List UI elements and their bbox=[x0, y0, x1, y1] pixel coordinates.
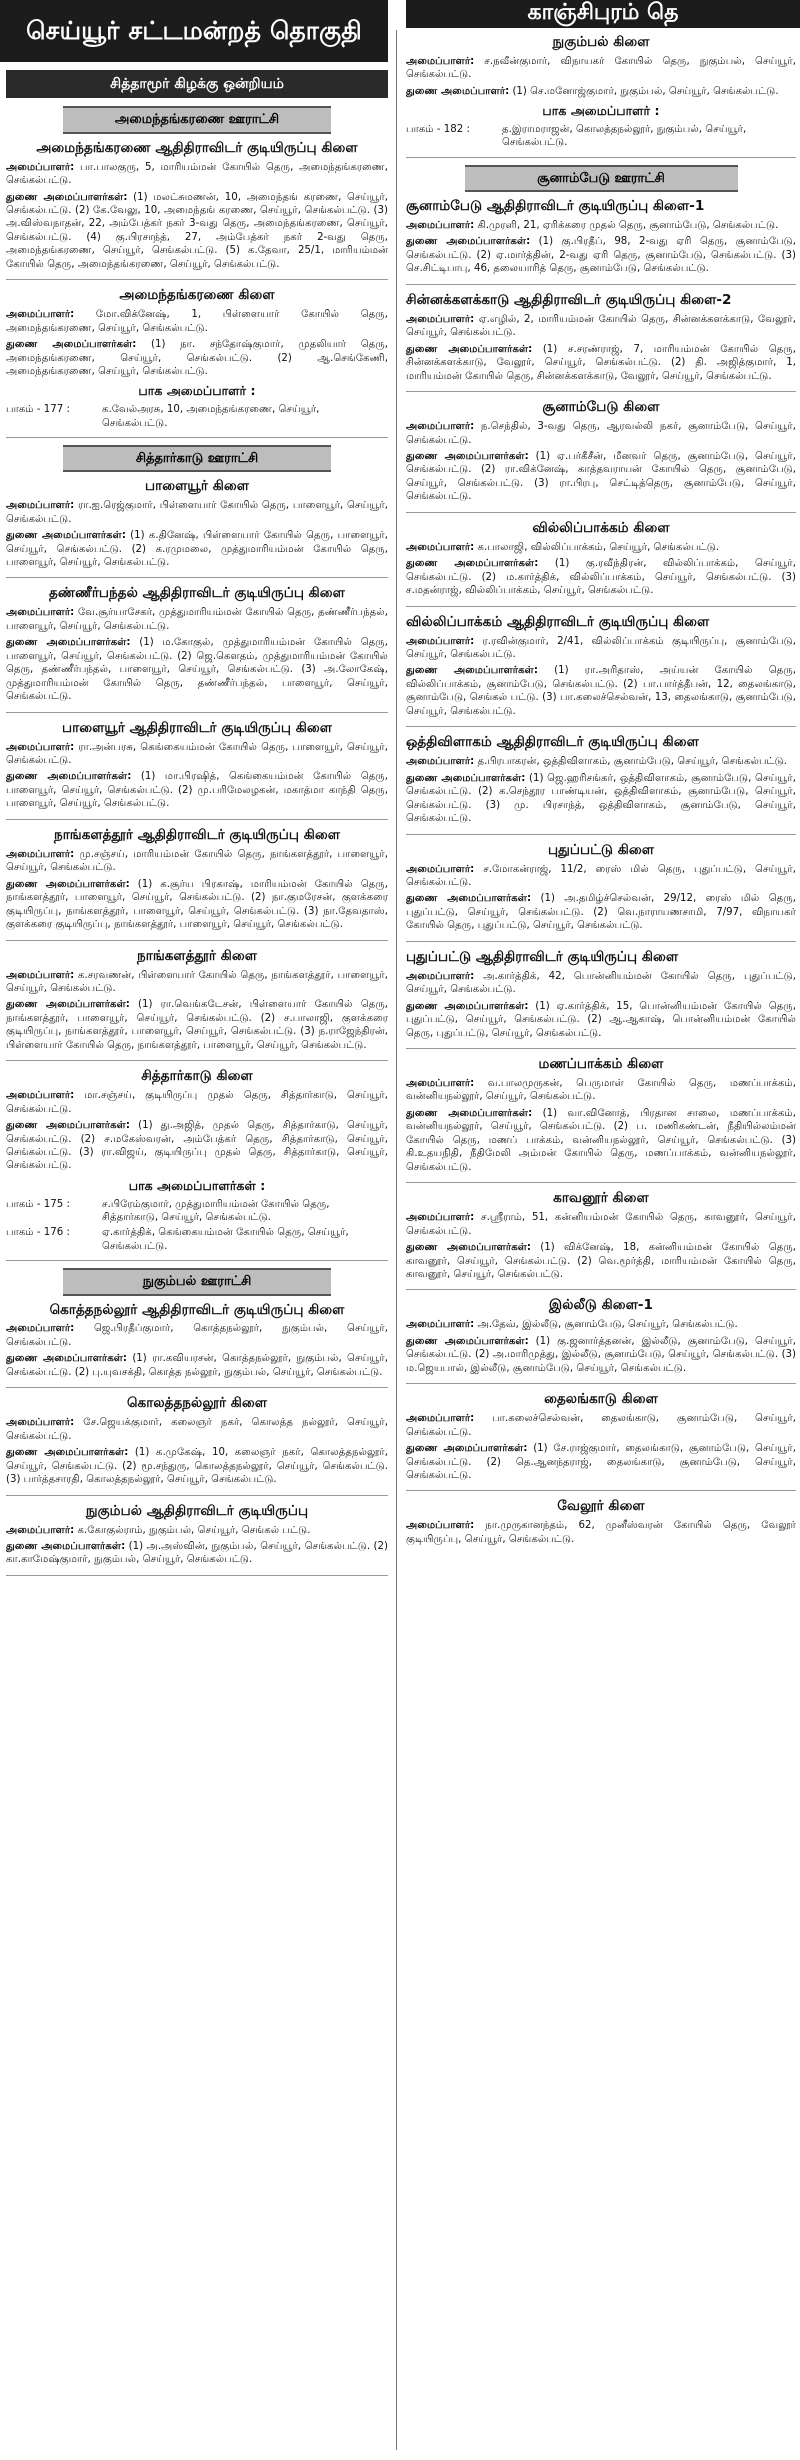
deputy-entry bbox=[406, 1000, 796, 1040]
branch-title: காவனூர் கிளை bbox=[553, 1190, 649, 1207]
organizer-entry bbox=[6, 161, 388, 188]
organizer-entry bbox=[406, 55, 796, 82]
branch-title: சின்னக்களக்காடு ஆதிதிராவிடர் குடியிருப்பு கிளை-2 bbox=[406, 291, 732, 308]
branch-title: கொலத்தநல்லூர் கிளை bbox=[126, 1395, 268, 1412]
organizer-label: அமைப்பாளர்: bbox=[406, 421, 475, 433]
organizer-entry bbox=[406, 420, 796, 447]
deputy-entry bbox=[406, 557, 796, 597]
deputy-entry bbox=[6, 338, 388, 378]
organizer-text: ந.செந்தில், 3-வது தெரு, ஆரவல்லி நகர், சூனாம்பேடு, செய்யூர், செங்கல்பட்டு. bbox=[406, 421, 796, 446]
branch-section bbox=[406, 520, 796, 607]
branch-title: சூனாம்பேடு ஆதிதிராவிடர் குடியிருப்பு கிளை-1 bbox=[406, 198, 705, 215]
organizer-text: த.பிரபாகரன், ஒத்திவிளாகம், சூனாம்பேடு, செய்யூர், செங்கல்பட்டு. bbox=[474, 756, 787, 768]
organizer-entry bbox=[6, 969, 388, 996]
organizer-text: ஏ.எழில், 2, மாரியம்மன் கோயில் தெரு, சின்னக்களக்காடு, வேலூர், செய்யூர், செங்கல்பட்டு. bbox=[406, 313, 796, 339]
organizer-entry bbox=[6, 1089, 388, 1116]
organizer-text: கி.முரளி, 21, ஏரிக்கரை முதல் தெரு, சூனாம்பேடு, செங்கல்பட்டு. bbox=[474, 220, 779, 231]
part-organizer: த.இராமராஜன், கொலத்தநல்லூர், நுகும்பல், செய்யூர், செங்கல்பட்டு. bbox=[502, 123, 747, 149]
organizer-text: அ.கார்த்திக், 42, பொன்னியம்மன் கோயில் தெரு, புதுப்பட்டு, செய்யூர், செங்கல்பட்டு. bbox=[406, 970, 796, 996]
organizer-entry bbox=[6, 1322, 388, 1349]
deputy-label: துணை அமைப்பாளர்கள்: bbox=[6, 1120, 130, 1132]
deputy-entry bbox=[406, 1335, 796, 1375]
deputy-text: (1) ஏ.கார்த்திக், 15, பொன்னியம்மன் கோயில் தெரு, புதுப்பட்டு, செய்யூர், செங்கல்பட்டு. (2) ஆ.ஆகாஷ், பொன்னியம்மன் கோயில் தெரு, புதுப்பட்டு, செய்யூர், செங்கல்பட்டு. bbox=[406, 1000, 796, 1039]
branch-title: ஒத்திவிளாகம் ஆதிதிராவிடர் குடியிருப்பு கிளை bbox=[406, 734, 699, 751]
deputy-text: (1) கு.ஜனார்த்தனன், இல்லீடு, சூனாம்பேடு, செய்யூர், செங்கல்பட்டு. (2) அ.மாரிமுத்து, இல்லீடு, சூனாம்பேடு, செய்யூர், செங்கல்பட்டு. (3) ம.ஜெயபால், இல்லீடு, சூனாம்பேடு, செய்யூர், செங்கல்பட்டு. bbox=[406, 1335, 796, 1374]
organizer-label: அமைப்பாளர்: bbox=[406, 863, 475, 875]
deputy-entry bbox=[6, 878, 388, 932]
deputy-text: (1) கு.பிரதீப், 98, 2-வது ஏரி தெரு, சூனாம்பேடு, செங்கல்பட்டு. (2) ஏ.மார்த்தின், 2-வது ஏரி தெரு, சூனாம்பேடு, செங்கல்பட்டு. (3) செ.சிட்டிபாபு, 46, தலையாரித் தெரு, சூனாம்பேடு, செங்கல்பட்டு. bbox=[406, 236, 796, 275]
organizer-text: சே.ஜெயக்குமார், கலைஞர் நகர், கொலத்த நல்லூர், செய்யூர், செங்கல்பட்டு. bbox=[6, 1417, 388, 1442]
branch-section bbox=[406, 1056, 796, 1183]
branch-title: தைலங்காடு கிளை bbox=[544, 1391, 658, 1408]
deputy-text: (1) க.முகேஷ், 10, கலைஞர் நகர், கொலத்தநல்லூர், செய்யூர், செங்கல்பட்டு. (2) மூ.சந்துரு, கொலத்தநல்லூர், செய்யூர், செங்கல்பட்டு. (3) பார்த்தசாரதி, கொலத்தநல்லூர், செய்யூர், செங்கல்பட்டு. bbox=[6, 1447, 388, 1486]
deputy-label: துணை அமைப்பாளர்கள்: bbox=[6, 1447, 129, 1459]
organizer-label: அமைப்பாளர்: bbox=[6, 1417, 75, 1429]
deputy-text: (1) து.அஜித், முதல் தெரு, சித்தார்காடு, செய்யூர், செங்கல்பட்டு. (2) ச.மகேஸ்வரன், அம்பேத்கர் தெரு, சித்தார்காடு, செய்யூர், செங்கல்பட்டு. (3) ரா.விஜய், குடியிருப்பு முதல் தெரு, சித்தார்காடு, செய்யூர், செங்கல்பட்டு. bbox=[6, 1120, 388, 1172]
organizer-label: அமைப்பாளர்: bbox=[6, 1090, 75, 1102]
organizer-text: ச.ஸ்ரீராம், 51, கன்னியம்மன் கோயில் தெரு, காவனூர், செய்யூர், செங்கல்பட்டு. bbox=[406, 1212, 796, 1237]
organizer-label: அமைப்பாளர்: bbox=[406, 313, 475, 325]
organizer-label: அமைப்பாளர்: bbox=[6, 309, 75, 321]
part-number: பாகம் - 182 : bbox=[406, 123, 470, 135]
right-column bbox=[406, 32, 796, 2456]
deputy-label: துணை அமைப்பாளர்கள்: bbox=[406, 558, 539, 570]
deputy-entry bbox=[406, 1241, 796, 1281]
organizer-label: அமைப்பாளர்: bbox=[406, 970, 475, 982]
organizer-label: அமைப்பாளர்: bbox=[406, 1078, 475, 1089]
organizer-entry bbox=[406, 635, 796, 662]
branch-section bbox=[6, 1068, 388, 1261]
organizer-text: ர.ரவின்குமார், 2/41, வில்லிப்பாக்கம் குடியிருப்பு, சூனாம்பேடு, செய்யூர், செங்கல்பட்டு. bbox=[406, 635, 796, 660]
deputy-label: துணை அமைப்பாளர்கள்: bbox=[406, 1335, 529, 1347]
deputy-text: (1) ரா.வெங்கடேசன், பிள்ளையார் கோயில் தெரு, நாங்களத்தூர், பாளையூர், செய்யூர், செங்கல்பட்டு. (2) ச.பாலாஜி, குளக்கரை குடியிருப்பு, நாங்களத்தூர், பாளையூர், செய்யூர், செங்கல்பட்டு. (3) ந.ராஜேந்திரன், பிள்ளையார் கோயில் தெரு, நாங்களத்தூர், பாளையூர், செய்யூர், செங்கல்பட்டு. bbox=[6, 999, 388, 1051]
left-column bbox=[6, 68, 388, 2456]
branch-title: நாங்களத்தூர் கிளை bbox=[137, 947, 257, 964]
deputy-label: துணை அமைப்பாளர்: bbox=[406, 85, 510, 97]
deputy-text: (1) க.தினேஷ், பிள்ளையார் கோயில் தெரு, பாளையூர், செய்யூர், செங்கல்பட்டு. (2) க.ரமுமலை, முத்துமாரியம்மன் கோயில் தெரு, பாளையூர், செய்யூர், செங்கல்பட்டு. bbox=[6, 530, 388, 568]
deputy-text: (1) ஏ.பர்கீசீன், மீனவர் தெரு, சூனாம்பேடு, செய்யூர், செங்கல்பட்டு. (2) ரா.விக்னேஷ், காத்தவராயன் கோயில் தெரு, சூனாம்பேடு, செய்யூர், செங்கல்பட்டு. (3) ரா.பிரபு, செட்டித்தெரு, சூனாம்பேடு, செய்யூர், செங்கல்பட்டு. bbox=[406, 450, 796, 503]
branch-section bbox=[406, 614, 796, 728]
deputy-entry bbox=[406, 450, 796, 504]
organizer-entry bbox=[6, 741, 388, 768]
deputy-entry bbox=[406, 235, 796, 275]
branch-section bbox=[406, 399, 796, 513]
organizer-text: மா.சஞ்சய், குடியிருப்பு முதல் தெரு, சித்தார்காடு, செய்யூர், செங்கல்பட்டு. bbox=[6, 1090, 388, 1115]
organizer-entry bbox=[406, 863, 796, 890]
column-divider bbox=[396, 30, 397, 2450]
organizer-text: வ.பாலமுருகன், பெருமாள் கோயில் தெரு, மணப்பாக்கம், வன்னியநல்லூர், செய்யூர், செங்கல்பட்டு. bbox=[406, 1078, 796, 1103]
deputy-entry bbox=[406, 664, 796, 718]
deputy-entry bbox=[6, 1540, 388, 1567]
organizer-entry bbox=[406, 1318, 796, 1331]
deputy-text: (1) அ.தமிழ்ச்செல்வன், 29/12, ரைஸ் மில் தெரு, புதுப்பட்டு, செய்யூர், செங்கல்பட்டு. (2) வெ.நாராயணசாமி, 7/97, விநாயகர் கோயில் தெரு, புதுப்பட்டு, செய்யூர், செங்கல்பட்டு. bbox=[406, 893, 796, 932]
deputy-text: (1) வா.வினோத், பிரதான சாலை, மணப்பாக்கம், வன்னியநல்லூர், செய்யூர், செங்கல்பட்டு. (2) ப. மணிகண்டன், நீதியில்லம்மன் கோயில் தெரு, மணப் பாக்கம், வன்னியநல்லூர், செய்யூர், செங்கல்பட்டு. (3) கி.உதயநிதி, நீதிமேலி அம்மன் கோயில் தெரு, மணப்பாக்கம், வன்னியநல்லூர், செங்கல்பட்டு. bbox=[406, 1107, 796, 1173]
deputy-label: துணை அமைப்பாளர்கள்: bbox=[406, 665, 538, 677]
branch-section bbox=[406, 734, 796, 834]
branch-title: கொத்தநல்லூர் ஆதிதிராவிடர் குடியிருப்பு கிளை bbox=[49, 1301, 345, 1318]
branch-section bbox=[6, 287, 388, 438]
polling-part-heading: பாக அமைப்பாளர்கள் : bbox=[128, 1177, 266, 1193]
organizer-entry bbox=[406, 755, 796, 768]
branch-title: தண்ணீர்பந்தல் ஆதிதிராவிடர் குடியிருப்பு கிளை bbox=[49, 585, 345, 602]
organizer-label: அமைப்பாளர்: bbox=[406, 756, 475, 768]
deputy-text: (1) செ.மனோஜ்குமார், நுகும்பல், செய்யூர், செங்கல்பட்டு. bbox=[509, 85, 779, 97]
branch-section bbox=[406, 949, 796, 1049]
polling-part-row bbox=[406, 123, 796, 150]
branch-title: சித்தார்காடு கிளை bbox=[141, 1068, 253, 1085]
branch-section bbox=[6, 827, 388, 941]
deputy-label: துணை அமைப்பாளர்கள்: bbox=[6, 999, 130, 1011]
organizer-entry bbox=[406, 541, 796, 554]
branch-section bbox=[406, 1297, 796, 1384]
organizer-label: அமைப்பாளர்: bbox=[406, 1212, 475, 1224]
branch-section bbox=[406, 292, 796, 392]
organizer-label: அமைப்பாளர்: bbox=[406, 55, 475, 67]
branch-title: பாளையூர் ஆதிதிராவிடர் குடியிருப்பு கிளை bbox=[62, 719, 332, 736]
deputy-entry bbox=[6, 1352, 388, 1379]
part-organizer: ஏ.கார்த்திக், கெங்கையம்மன் கோயில் தெரு, செய்யூர், செங்கல்பட்டு. bbox=[102, 1227, 349, 1252]
branch-title: வேலூர் கிளை bbox=[557, 1498, 645, 1515]
branch-title: அமைந்தங்கரணை கிளை bbox=[119, 287, 275, 304]
branch-section bbox=[406, 1190, 796, 1290]
branch-title: மணப்பாக்கம் கிளை bbox=[538, 1056, 664, 1073]
deputy-text: (1) மா.பிரஷித், கெங்கையம்மன் கோயில் தெரு, பாளையூர், செய்யூர், செங்கல்பட்டு. (2) மு.பரிமேலழகன், மகாத்மா காந்தி தெரு, பாளையூர், செய்யூர், செங்கல்பட்டு. bbox=[6, 771, 388, 810]
branch-title: புதுப்பட்டு ஆதிதிராவிடர் குடியிருப்பு கிளை bbox=[406, 948, 679, 965]
deputy-text: (1) ச.சரண்ராஜ், 7, மாரியம்மன் கோயில் தெரு, சின்னக்களக்காடு, வேலூர், செய்யூர், செங்கல்பட்டு. (2) தி. அஜித்குமார், 1, மாரியம்மன் கோயில் தெரு, சின்னக்களக்காடு, வேலூர், செய்யூர், செங்கல்பட்டு. bbox=[406, 343, 796, 382]
organizer-text: மோ.விக்னேஷ், 1, பிள்ளையார் கோயில் தெரு, அமைந்தங்கரணை, செய்யூர், செங்கல்பட்டு. bbox=[6, 309, 388, 334]
deputy-text: (1) விக்னேஷ், 18, கன்னியம்மன் கோயில் தெரு, காவனூர், செய்யூர், செங்கல்பட்டு. (2) வெ.மூர்த்தி, மாரியம்மன் கோயில் தெரு, காவனூர், செய்யூர், செங்கல்பட்டு. bbox=[406, 1242, 796, 1280]
organizer-entry bbox=[406, 970, 796, 997]
branch-section bbox=[6, 1302, 388, 1389]
deputy-entry bbox=[406, 85, 796, 98]
organizer-label: அமைப்பாளர்: bbox=[6, 1323, 75, 1335]
deputy-entry bbox=[6, 529, 388, 569]
organizer-entry bbox=[406, 1519, 796, 1546]
deputy-label: துணை அமைப்பாளர்கள்: bbox=[6, 771, 132, 783]
branch-title: வில்லிப்பாக்கம் ஆதிதிராவிடர் குடியிருப்பு கிளை bbox=[406, 613, 710, 630]
organizer-entry bbox=[406, 1412, 796, 1439]
branch-section bbox=[6, 585, 388, 712]
branch-section bbox=[6, 1503, 388, 1576]
deputy-entry bbox=[6, 770, 388, 810]
organizer-label: அமைப்பாளர்: bbox=[406, 1319, 475, 1331]
organizer-label: அமைப்பாளர்: bbox=[6, 848, 75, 860]
deputy-label: துணை அமைப்பாளர்கள்: bbox=[406, 450, 529, 462]
organizer-text: ரா.அன்பரசு, கெங்கையம்மன் கோயில் தெரு, பாளையூர், செய்யூர், செங்கல்பட்டு. bbox=[6, 741, 388, 766]
branch-title: வில்லிப்பாக்கம் கிளை bbox=[532, 519, 670, 536]
organizer-label: அமைப்பாளர்: bbox=[406, 220, 475, 231]
deputy-text: (1) மலட்சுமணன், 10, அமைந்தங் கரணை, செய்யூர், செங்கல்பட்டு. (2) கே.வேலு, 10, அமைந்தங் கரணை, செய்யூர், செங்கல்பட்டு. (3) அ.விஸ்வநாதன், 22, அம்பேத்கர் நகர் 3-வது தெரு, அமைந்தங்கரணை, செய்யூர், செங்கல்பட்டு. (4) கு.பிரசாந்த், 27, அம்பேத்கர் நகர் 2-வது தெரு, அமைந்தங்கரணை, செய்யூர், செங்கல்பட்டு. (5) க.தேவா, 25/1, மாரியம்மன் கோயில் தெரு, அமைந்தங்கரணை, செய்யூர், செங்கல்பட்டு. bbox=[6, 191, 388, 270]
deputy-text: (1) கு.ரவீந்திரன், வில்லிப்பாக்கம், செய்யூர், செங்கல்பட்டு. (2) ம.கார்த்திக், வில்லிப்பாக்கம், செய்யூர், செங்கல்பட்டு. (3) ச.மதன்ராஜ், வில்லிப்பாக்கம், செய்யூர், செங்கல்பட்டு. bbox=[406, 558, 796, 597]
organizer-entry bbox=[406, 219, 796, 232]
organizer-label: அமைப்பாளர்: bbox=[406, 635, 475, 647]
organizer-text: க.பாலாஜி, வில்லிப்பாக்கம், செய்யூர், செங்கல்பட்டு. bbox=[474, 541, 720, 553]
branch-title: நுகும்பல் கிளை bbox=[552, 34, 650, 50]
deputy-text: (1) அ.அஸ்வின், நுகும்பல், செய்யூர், செங்கல்பட்டு. (2) கா.காமேஷ்குமார், நுகும்பல், செய்யூர், செங்கல்பட்டு. bbox=[6, 1540, 388, 1566]
polling-part-heading: பாக அமைப்பாளர் : bbox=[542, 103, 660, 119]
deputy-label: துணை அமைப்பாளர்கள்: bbox=[6, 339, 137, 351]
organizer-entry bbox=[6, 499, 388, 526]
panchayat-heading: சூனாம்பேடு ஊராட்சி bbox=[465, 165, 738, 192]
organizer-entry bbox=[406, 1211, 796, 1238]
organizer-entry bbox=[6, 848, 388, 875]
district-header: காஞ்சிபுரம் தெ bbox=[406, 0, 800, 28]
polling-part-heading: பாக அமைப்பாளர் : bbox=[138, 383, 256, 399]
deputy-label: துணை அமைப்பாளர்கள்: bbox=[406, 1242, 531, 1254]
deputy-label: துணை அமைப்பாளர்கள்: bbox=[406, 236, 531, 248]
deputy-entry bbox=[406, 772, 796, 826]
organizer-text: ச.மோகன்ராஜ், 11/2, ரைஸ் மில் தெரு, புதுப்பட்டு, செய்யூர், செங்கல்பட்டு. bbox=[406, 863, 796, 888]
part-organizer: க.வேல்அரசு, 10, அமைந்தங்கரணை, செய்யூர், செங்கல்பட்டு. bbox=[102, 404, 320, 429]
deputy-label: துணை அமைப்பாளர்கள்: bbox=[406, 343, 533, 355]
organizer-text: க.கோகுல்ராம், நுகும்பல், செய்யூர், செங்கல் பட்டு. bbox=[74, 1524, 311, 1536]
organizer-text: ரா.ஐ.ரெஜ்குமார், பிள்ளையார் கோயில் தெரு, பாளையூர், செய்யூர், செங்கல்பட்டு. bbox=[6, 500, 388, 525]
deputy-label: துணை அமைப்பாளர்கள்: bbox=[406, 1107, 533, 1119]
branch-title: நாங்களத்தூர் ஆதிதிராவிடர் குடியிருப்பு கிளை bbox=[53, 826, 341, 843]
organizer-text: மு.சஞ்சய், மாரியம்மன் கோயில் தெரு, நாங்களத்தூர், பாளையூர், செய்யூர், செங்கல்பட்டு. bbox=[6, 848, 388, 874]
branch-section bbox=[406, 198, 796, 285]
deputy-text: (1) ஜெ.ஹரிசங்கர், ஒத்திவிளாகம், சூனாம்பேடு, செய்யூர், செங்கல்பட்டு. (2) க.செந்தூர பாண்டியன், ஒத்திவிளாகம், சூனாம்பேடு, செய்யூர், செங்கல்பட்டு. (3) மு. பிரசாந்த், ஒத்திவிளாகம், சூனாம்பேடு, செய்யூர், செங்கல்பட்டு. bbox=[406, 772, 796, 825]
deputy-entry bbox=[6, 191, 388, 272]
panchayat-heading: அமைந்தங்கரணை ஊராட்சி bbox=[63, 106, 330, 133]
polling-part-row bbox=[6, 1198, 388, 1225]
branch-section bbox=[6, 720, 388, 820]
organizer-label: அமைப்பாளர்: bbox=[406, 1413, 475, 1425]
branch-section bbox=[6, 1395, 388, 1495]
organizer-label: அமைப்பாளர்: bbox=[6, 1524, 75, 1536]
branch-title: நுகும்பல் ஆதிதிராவிடர் குடியிருப்பு bbox=[85, 1502, 309, 1519]
branch-title: புதுப்பட்டு கிளை bbox=[547, 841, 655, 858]
branch-title: இல்லீடு கிளை-1 bbox=[548, 1297, 654, 1314]
branch-section bbox=[406, 1391, 796, 1491]
branch-title: சூனாம்பேடு கிளை bbox=[542, 399, 660, 416]
polling-part-row bbox=[6, 403, 388, 430]
deputy-label: துணை அமைப்பாளர்கள்: bbox=[406, 772, 526, 784]
organizer-entry bbox=[406, 313, 796, 340]
organizer-label: அமைப்பாளர்: bbox=[6, 500, 75, 512]
union-band: சித்தாமூர் கிழக்கு ஒன்றியம் bbox=[6, 70, 388, 98]
part-number: பாகம் - 177 : bbox=[6, 404, 70, 416]
organizer-text: வே.சூர்யாசேகர், முத்துமாரியம்மன் கோயில் தெரு, தண்ணீர்பந்தல், பாளையூர், செய்யூர், செங்கல்பட்டு. bbox=[6, 607, 388, 632]
organizer-text: பா.பாலகுரு, 5, மாரியம்மன் கோயில் தெரு, அமைந்தங்கரணை, செங்கல்பட்டு. bbox=[6, 161, 388, 187]
organizer-entry bbox=[6, 1416, 388, 1443]
deputy-text: (1) சே.ராஜ்குமார், தைலங்காடு, சூனாம்பேடு, செய்யூர், செங்கல்பட்டு. (2) தெ.ஆனந்தராஜ், தைலங்காடு, சூனாம்பேடு, செய்யூர், செங்கல்பட்டு. bbox=[406, 1443, 796, 1482]
deputy-label: துணை அமைப்பாளர்கள்: bbox=[406, 1000, 529, 1012]
deputy-label: துணை அமைப்பாளர்கள்: bbox=[6, 530, 126, 542]
deputy-entry bbox=[406, 343, 796, 383]
deputy-text: (1) ரா.அரிதாஸ், அய்யன் கோயில் தெரு, வில்லிப்பாக்கம், சூனாம்பேடு, செங்கல்பட்டு. (2) பா.பார்த்தீபன், 12, தைலங்காடு, சூனாம்பேடு, செங்கல் பட்டு. (3) பா.கலைச்செல்வன், 13, தைலங்காடு, சூனாம்பேடு, செய்யூர், செங்கல்பட்டு. bbox=[406, 665, 796, 717]
part-organizer: ச.பிரேம்குமார், முத்துமாரியம்மன் கோயில் தெரு, சித்தார்காடு, செய்யூர், செங்கல்பட்டு. bbox=[102, 1198, 330, 1223]
deputy-entry bbox=[6, 998, 388, 1052]
branch-title: அமைந்தங்கரணை ஆதிதிராவிடர் குடியிருப்பு கிளை bbox=[36, 139, 358, 156]
deputy-entry bbox=[406, 1107, 796, 1174]
organizer-text: அ.தேவ், இல்லீடு, சூனாம்பேடு, செய்யூர், செங்கல்பட்டு. bbox=[474, 1319, 738, 1331]
deputy-label: துணை அமைப்பாளர்கள்: bbox=[406, 893, 532, 905]
organizer-label: அமைப்பாளர்: bbox=[6, 607, 75, 619]
deputy-label: துணை அமைப்பாளர்கள்: bbox=[6, 878, 130, 890]
deputy-label: துணை அமைப்பாளர்கள்: bbox=[6, 1540, 126, 1552]
organizer-label: அமைப்பாளர்: bbox=[406, 541, 475, 553]
branch-title: பாளையூர் கிளை bbox=[145, 478, 249, 495]
organizer-text: பா.கலைச்செல்வன், தைலங்காடு, சூனாம்பேடு, செய்யூர், செங்கல்பட்டு. bbox=[406, 1413, 796, 1438]
deputy-text: (1) நா. சந்தோஷ்குமார், முதலியார் தெரு, அமைந்தங்கரணை, செய்யூர், செங்கல்பட்டு. (2) ஆ.செங்கேணி, அமைந்தங்கரணை, செய்யூர், செங்கல்பட்டு. bbox=[6, 339, 388, 378]
organizer-text: ஜெ.பிரதீப்குமார், கொத்தநல்லூர், நுகும்பல், செய்யூர், செங்கல்பட்டு. bbox=[6, 1323, 388, 1348]
organizer-label: அமைப்பாளர்: bbox=[6, 969, 75, 981]
organizer-text: க.சரவணன், பிள்ளையார் கோயில் தெரு, நாங்களத்தூர், பாளையூர், செய்யூர், செங்கல்பட்டு. bbox=[6, 969, 388, 994]
deputy-text: (1) ம.கோகுல், முத்துமாரியம்மன் கோயில் தெரு, பாளையூர், செய்யூர், செங்கல்பட்டு. (2) ஜெ.கௌதம், முத்துமாரியம்மன் கோயில் தெரு, தண்ணீர்பந்தல், பாளையூர், செய்யூர், செங்கல்பட்டு. (3) அ.லோகேஷ், முத்துமாரியம்மன் கோயில் தெரு, தண்ணீர்பந்தல், பாளையூர், செய்யூர், செங்கல்பட்டு. bbox=[6, 637, 388, 703]
branch-section bbox=[6, 478, 388, 578]
part-number: பாகம் - 175 : bbox=[6, 1198, 70, 1210]
organizer-text: நா.முருகானந்தம், 62, முனீஸ்வரன் கோயில் தெரு, வேலூர் குடியிருப்பு, செய்யூர், செங்கல்பட்டு. bbox=[406, 1520, 796, 1545]
deputy-entry bbox=[406, 892, 796, 932]
branch-section bbox=[6, 140, 388, 281]
deputy-text: (1) க.சூர்ய பிரகாஷ், மாரியம்மன் கோயில் தெரு, நாங்களத்தூர், பாளையூர், செய்யூர், செங்கல்பட்டு. (2) நா.குமரேசன், குளக்கரை குடியிருப்பு, நாங்களத்தூர், பாளையூர், செய்யூர், செங்கல்பட்டு. (3) நா.தேவதாஸ், குளக்கரை குடியிருப்பு, நாங்களத்தூர், பாளையூர், செய்யூர், செங்கல்பட்டு. bbox=[6, 878, 388, 931]
organizer-label: அமைப்பாளர்: bbox=[6, 741, 75, 753]
panchayat-heading: சித்தார்காடு ஊராட்சி bbox=[63, 445, 330, 472]
deputy-label: துணை அமைப்பாளர்கள்: bbox=[6, 637, 131, 649]
deputy-entry bbox=[6, 1446, 388, 1486]
organizer-text: ச.நவீன்குமார், விநாயகர் கோயில் தெரு, நுகும்பல், செய்யூர், செங்கல்பட்டு. bbox=[406, 55, 796, 81]
branch-section bbox=[406, 842, 796, 942]
polling-part-row bbox=[6, 1226, 388, 1253]
deputy-entry bbox=[6, 636, 388, 703]
branch-section bbox=[406, 1498, 796, 1554]
deputy-entry bbox=[6, 1119, 388, 1173]
part-number: பாகம் - 176 : bbox=[6, 1227, 70, 1239]
constituency-header: செய்யூர் சட்டமன்றத் தொகுதி bbox=[0, 0, 388, 62]
deputy-label: துணை அமைப்பாளர்கள்: bbox=[6, 191, 128, 203]
branch-section bbox=[406, 34, 796, 158]
panchayat-heading: நுகும்பல் ஊராட்சி bbox=[63, 1268, 330, 1295]
deputy-label: துணை அமைப்பாளர்கள்: bbox=[406, 1443, 528, 1455]
organizer-entry bbox=[406, 1077, 796, 1104]
organizer-entry bbox=[6, 1524, 388, 1537]
branch-section bbox=[6, 948, 388, 1062]
deputy-label: துணை அமைப்பாளர்கள்: bbox=[6, 1353, 128, 1365]
organizer-entry bbox=[6, 606, 388, 633]
organizer-entry bbox=[6, 308, 388, 335]
deputy-entry bbox=[406, 1442, 796, 1482]
organizer-label: அமைப்பாளர்: bbox=[6, 161, 75, 173]
organizer-label: அமைப்பாளர்: bbox=[406, 1520, 475, 1532]
deputy-text: (1) ரா.கவியரசன், கொத்தநல்லூர், நுகும்பல், செய்யூர், செங்கல்பட்டு. (2) பு.யுவசக்தி, கொத்த நல்லூர், நுகும்பல், செய்யூர், செங்கல்பட்டு. bbox=[6, 1353, 388, 1378]
